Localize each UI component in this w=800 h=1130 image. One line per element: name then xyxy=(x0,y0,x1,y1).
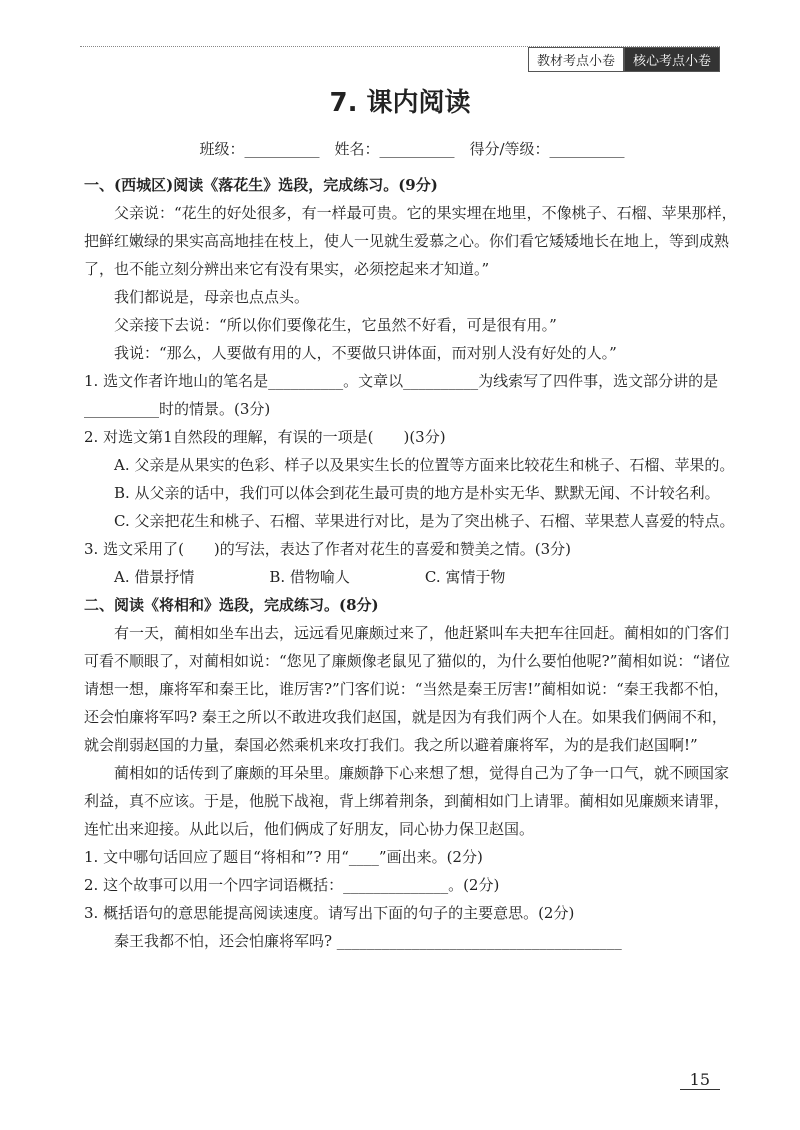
s2-q2: 2. 这个故事可以用一个四字词语概括：______________。(2分) xyxy=(84,876,500,894)
s1-q2c: C. 父亲把花生和桃子、石榴、苹果进行对比，是为了突出桃子、石榴、苹果惹人喜爱的特点。 xyxy=(114,512,735,530)
section2-head: 二、阅读《将相和》选段，完成练习。(8分) xyxy=(84,596,379,614)
page-number: 15 xyxy=(680,1070,720,1090)
page-title: 7. 课内阅读 xyxy=(329,88,471,118)
s1-q2: 2. 对选文第1自然段的理解，有误的一项是( )(3分) xyxy=(84,428,446,446)
s1-p2: 我们都说是，母亲也点点头。 xyxy=(114,288,310,306)
header-tabs xyxy=(528,47,720,72)
tab-textbook: 教材考点小卷 xyxy=(528,47,624,72)
s1-q2b: B. 从父亲的话中，我们可以体会到花生最可贵的地方是朴实无华、默默无闻、不计较名利。 xyxy=(114,484,720,502)
s2-q3-sentence: 秦王我都不怕，还会怕廉将军吗? ______________________________________ xyxy=(114,932,622,950)
section1-head: 一、(西城区)阅读《落花生》选段，完成练习。(9分) xyxy=(84,176,438,194)
content xyxy=(84,135,740,955)
s2-q1: 1. 文中哪句话回应了题目“将相和”? 用“____”画出来。(2分) xyxy=(84,848,483,866)
s1-p4: 我说：“那么，人要做有用的人，不要做只讲体面，而对别人没有好处的人。” xyxy=(114,344,617,362)
info-line: 班级：__________ 姓名：__________ 得分/等级：__________ xyxy=(199,140,625,158)
tab-core: 核心考点小卷 xyxy=(624,47,720,72)
s1-q3-options: A. 借景抒情 B. 借物喻人 C. 寓情于物 xyxy=(114,568,506,586)
s2-p2: 蔺相如的话传到了廉颇的耳朵里。廉颇静下心来想了想，觉得自己为了争一口气，就不顾国家利益，真不应该。于是，他脱下战袍，背上绑着荆条，到蔺相如门上请罪。蔺相如见廉颇来请罪，连忙出来迎接。从此以后，他们俩成了好朋友，同心协力保卫赵国。 xyxy=(84,764,730,838)
s1-q3: 3. 选文采用了( )的写法，表达了作者对花生的喜爱和赞美之情。(3分) xyxy=(84,540,572,558)
s1-p3: 父亲接下去说：“所以你们要像花生，它虽然不好看，可是很有用。” xyxy=(114,316,557,334)
s1-q2a: A. 父亲是从果实的色彩、样子以及果实生长的位置等方面来比较花生和桃子、石榴、苹果的。 xyxy=(114,456,735,474)
s2-p1: 有一天，蔺相如坐车出去，远远看见廉颇过来了，他赶紧叫车夫把车往回赶。蔺相如的门客们可看不顺眼了，对蔺相如说：“您见了廉颇像老鼠见了猫似的，为什么要怕他呢?”蔺相如说：“诸位请想一想，廉将军和秦王比，谁厉害?”门客们说：“当然是秦王厉害!”蔺相如说：“秦王我都不怕，还会怕廉将军吗? 秦王之所以不敢进攻我们赵国，就是因为有我们两个人在。如果我们俩闹不和，就会削弱赵国的力量，秦国必然乘机来攻打我们。我之所以避着廉将军，为的是我们赵国啊!” xyxy=(84,624,731,754)
s2-q3: 3. 概括语句的意思能提高阅读速度。请写出下面的句子的主要意思。(2分) xyxy=(84,904,575,922)
s1-q1: 1. 选文作者许地山的笔名是__________。文章以__________为线索写了四件事，选文部分讲的是__________时的情景。(3分) xyxy=(84,372,719,418)
s1-p1: 父亲说：“花生的好处很多，有一样最可贵。它的果实埋在地里，不像桃子、石榴、苹果那样，把鲜红嫩绿的果实高高地挂在枝上，使人一见就生爱慕之心。你们看它矮矮地长在地上，等到成熟了，也不能立刻分辨出来它有没有果实，必须挖起来才知道。” xyxy=(84,204,737,278)
